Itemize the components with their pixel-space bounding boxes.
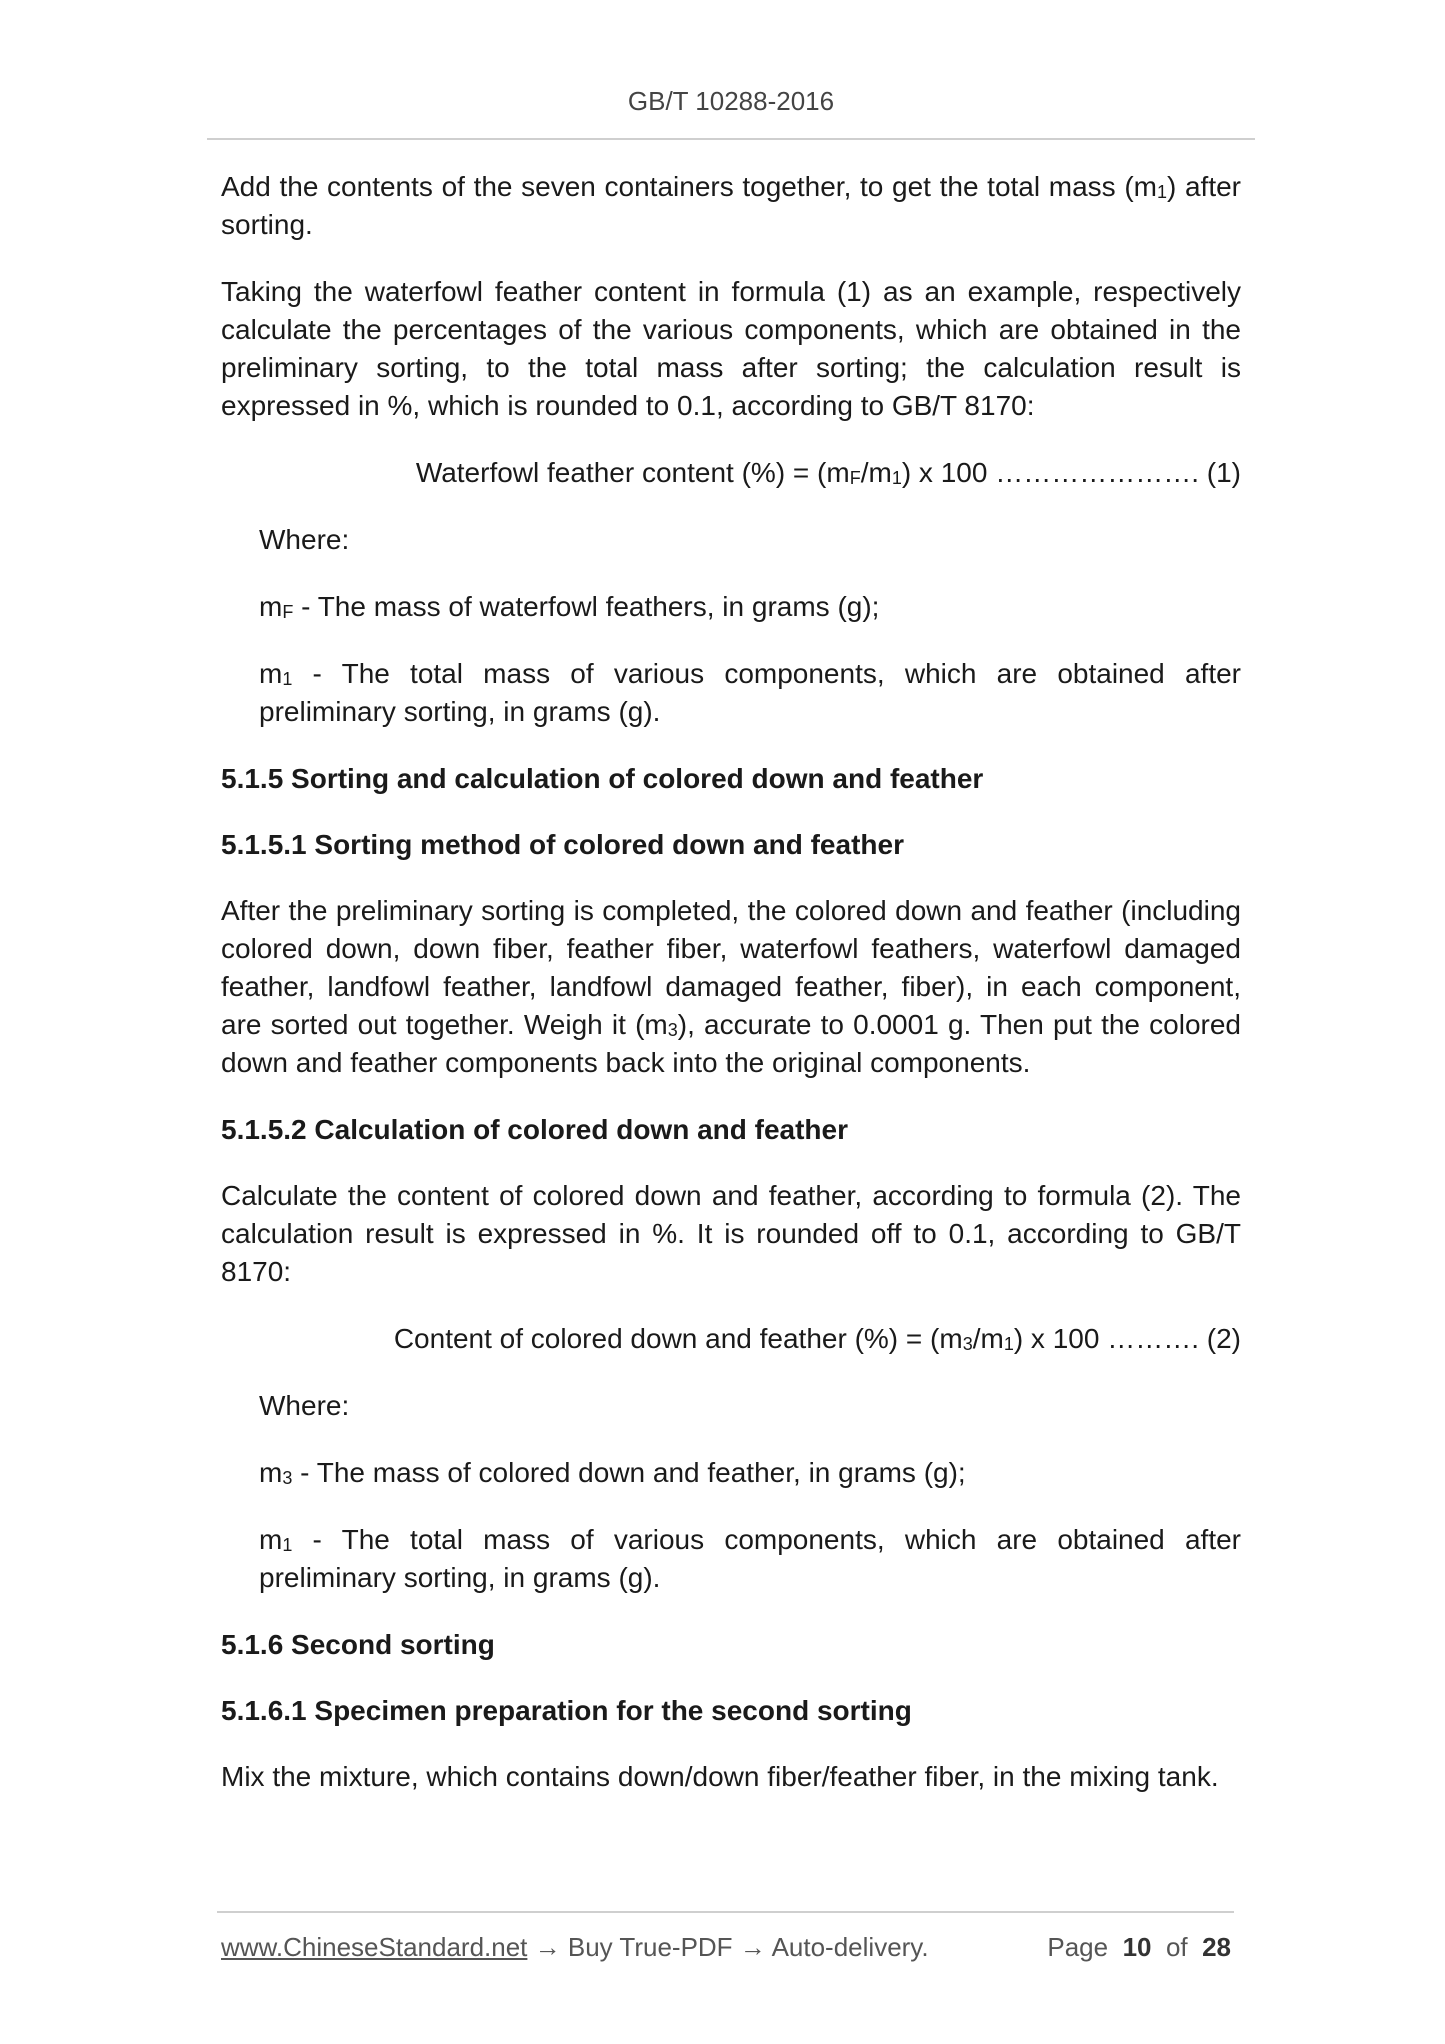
footer-tagline: → Buy True-PDF → Auto-delivery.: [527, 1932, 929, 1962]
paragraph-percentages: Taking the waterfowl feather content in formula (1) as an example, respectively calculate the percentages of the various components, which are obtained in the preliminary sorting, to the total mass after sorting; the calculation result is expressed in %, which is rounded to 0.1, according to GB/T 8170:: [221, 276, 1241, 421]
definition-m1-second: $m_1$ - The total mass of various components, which are obtained after preliminary sorting, in grams (g).: [259, 1524, 1241, 1593]
paragraph-mix: Mix the mixture, which contains down/down fiber/feather fiber, in the mixing tank.: [221, 1761, 1219, 1792]
section-heading-5-1-6-1: 5.1.6.1 Specimen preparation for the second sorting: [221, 1695, 912, 1726]
page-footer: [221, 1932, 1231, 1963]
section-heading-5-1-5-1: 5.1.5.1 Sorting method of colored down and feather: [221, 829, 904, 860]
where-label-1: Where:: [259, 524, 350, 555]
where-label-2: Where:: [259, 1390, 350, 1421]
formula-2: Content of colored down and feather (%) = $(m_3/m_1)$ x 100 ………. (2): [393, 1323, 1241, 1354]
paragraph-calculation: Calculate the content of colored down and feather, according to formula (2). The calculation result is expressed in %. It is rounded off to 0.1, according to GB/T 8170:: [221, 1180, 1241, 1287]
document-body: [221, 168, 1241, 1825]
definition-m3: $m_3$ - The mass of colored down and feather, in grams (g);: [259, 1457, 966, 1488]
page-indicator: Page 10 of 28: [1047, 1932, 1231, 1962]
header-divider: [207, 138, 1255, 140]
paragraph-sorting-method: After the preliminary sorting is completed, the colored down and feather (including colored down, down fiber, feather fiber, waterfowl feathers, waterfowl damaged feather, landfowl feather, landfowl damaged feather, fiber), in each component, are sorted out together. Weigh it $(m_3)$, accurate to 0.0001 g. Then put the colored down and feather components back into the original components.: [221, 895, 1241, 1078]
section-heading-5-1-6: 5.1.6 Second sorting: [221, 1629, 495, 1660]
website-link[interactable]: www.ChineseStandard.net: [221, 1932, 528, 1962]
footer-divider: [217, 1911, 1234, 1913]
definition-mf: $m_F$ - The mass of waterfowl feathers, in grams (g);: [259, 591, 880, 622]
section-heading-5-1-5: 5.1.5 Sorting and calculation of colored down and feather: [221, 763, 984, 794]
section-heading-5-1-5-2: 5.1.5.2 Calculation of colored down and feather: [221, 1114, 849, 1145]
page-header: GB/T 10288-2016: [627, 86, 835, 116]
formula-1: Waterfowl feather content (%) = $(m_F/m_1)$ x 100 …………………. (1): [415, 457, 1241, 488]
definition-m1-first: $m_1$ - The total mass of various components, which are obtained after preliminary sorting, in grams (g).: [259, 658, 1241, 727]
paragraph-total-mass: Add the contents of the seven containers together, to get the total mass $(m_1)$ after sorting.: [221, 171, 1241, 240]
